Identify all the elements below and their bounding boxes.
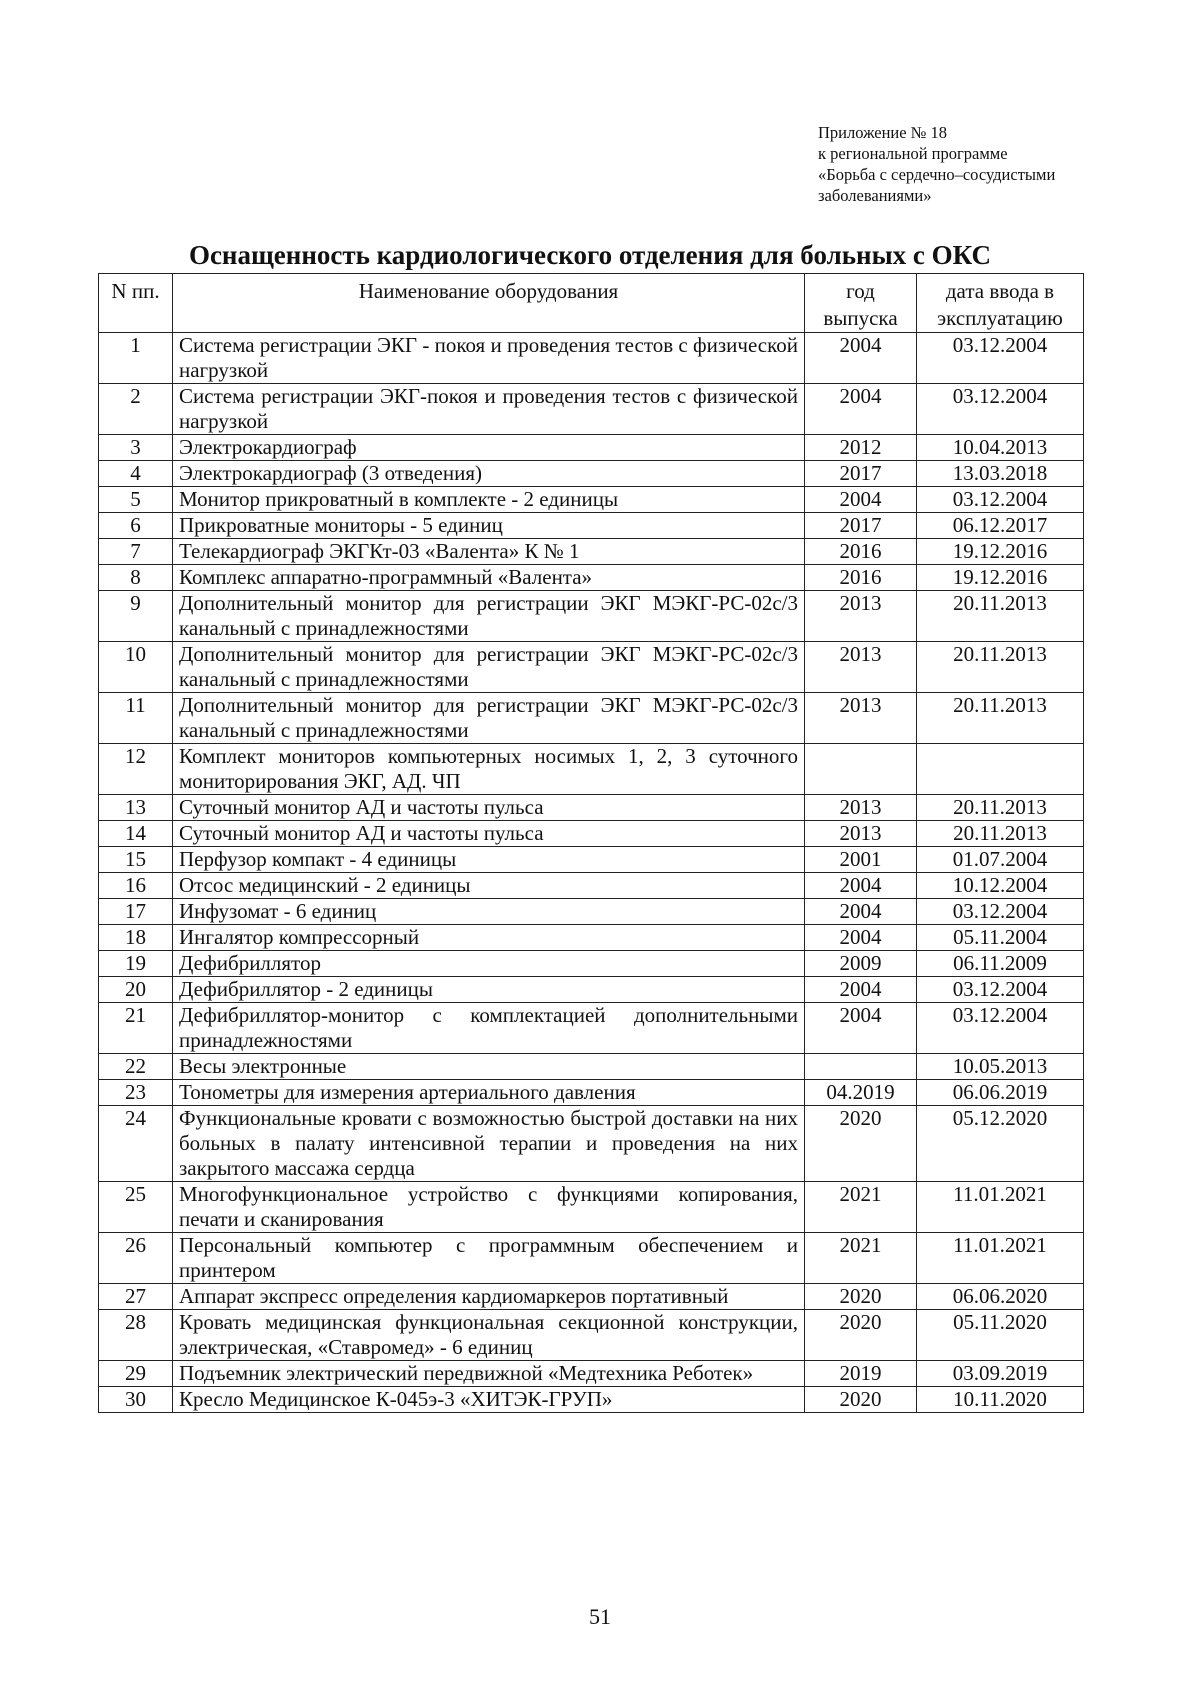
- cell-date: 05.11.2020: [917, 1310, 1084, 1361]
- cell-name: Монитор прикроватный в комплекте - 2 единицы: [173, 487, 805, 513]
- cell-year: 2020: [805, 1310, 917, 1361]
- cell-name: Функциональные кровати с возможностью быстрой доставки на них больных в палату интенсивной терапии и проведения на них закрытого массажа сердца: [173, 1106, 805, 1182]
- cell-num: 1: [99, 333, 173, 384]
- table-row: [99, 487, 1084, 513]
- cell-name: Тонометры для измерения артериального давления: [173, 1080, 805, 1106]
- header-year: год выпуска: [805, 274, 917, 333]
- cell-year: 2013: [805, 795, 917, 821]
- cell-num: 28: [99, 1310, 173, 1361]
- cell-num: 9: [99, 591, 173, 642]
- cell-date: 11.01.2021: [917, 1182, 1084, 1233]
- cell-date: 13.03.2018: [917, 461, 1084, 487]
- equipment-table: [98, 273, 1084, 1413]
- cell-year: 2013: [805, 693, 917, 744]
- cell-name: Кровать медицинская функциональная секционной конструкции, электрическая, «Ставромед» - 6 единиц: [173, 1310, 805, 1361]
- cell-date: 20.11.2013: [917, 591, 1084, 642]
- cell-year: 2013: [805, 642, 917, 693]
- cell-year: 2004: [805, 384, 917, 435]
- cell-name: Многофункциональное устройство с функциями копирования, печати и сканирования: [173, 1182, 805, 1233]
- cell-num: 13: [99, 795, 173, 821]
- cell-name: Дефибриллятор-монитор с комплектацией дополнительными принадлежностями: [173, 1003, 805, 1054]
- cell-name: Дефибриллятор - 2 единицы: [173, 977, 805, 1003]
- cell-num: 27: [99, 1284, 173, 1310]
- cell-num: 22: [99, 1054, 173, 1080]
- cell-name: Система регистрации ЭКГ-покоя и проведения тестов с физической нагрузкой: [173, 384, 805, 435]
- cell-num: 10: [99, 642, 173, 693]
- cell-year: 2017: [805, 461, 917, 487]
- cell-date: 03.12.2004: [917, 333, 1084, 384]
- table-row: [99, 1361, 1084, 1387]
- cell-name: Дополнительный монитор для регистрации ЭКГ МЭКГ-РС-02с/3 канальный с принадлежностями: [173, 642, 805, 693]
- header-num: N пп.: [99, 274, 173, 333]
- page-number: 51: [589, 1604, 611, 1629]
- table-row: [99, 539, 1084, 565]
- cell-year: 2009: [805, 951, 917, 977]
- cell-date: 20.11.2013: [917, 693, 1084, 744]
- cell-date: 01.07.2004: [917, 847, 1084, 873]
- table-row: [99, 1233, 1084, 1284]
- table-row: [99, 795, 1084, 821]
- cell-date: 20.11.2013: [917, 795, 1084, 821]
- header-date: дата ввода в эксплуатацию: [917, 274, 1084, 333]
- table-row: [99, 1387, 1084, 1413]
- table-row: [99, 977, 1084, 1003]
- table-row: [99, 899, 1084, 925]
- cell-date: 10.12.2004: [917, 873, 1084, 899]
- cell-num: 7: [99, 539, 173, 565]
- cell-date: 19.12.2016: [917, 539, 1084, 565]
- table-header-row: [99, 274, 1084, 333]
- cell-num: 2: [99, 384, 173, 435]
- cell-year: 2012: [805, 435, 917, 461]
- cell-num: 3: [99, 435, 173, 461]
- cell-num: 25: [99, 1182, 173, 1233]
- table-row: [99, 873, 1084, 899]
- cell-date: 06.06.2020: [917, 1284, 1084, 1310]
- cell-year: 2020: [805, 1284, 917, 1310]
- cell-name: Суточный монитор АД и частоты пульса: [173, 795, 805, 821]
- table-body: [99, 333, 1084, 1413]
- cell-name: Прикроватные мониторы - 5 единиц: [173, 513, 805, 539]
- cell-date: 03.12.2004: [917, 1003, 1084, 1054]
- cell-date: 20.11.2013: [917, 642, 1084, 693]
- cell-date: 20.11.2013: [917, 821, 1084, 847]
- cell-year: [805, 1054, 917, 1080]
- table-row: [99, 591, 1084, 642]
- cell-year: 2016: [805, 565, 917, 591]
- cell-year: 2004: [805, 873, 917, 899]
- cell-num: 4: [99, 461, 173, 487]
- cell-year: 2019: [805, 1361, 917, 1387]
- table-row: [99, 847, 1084, 873]
- cell-num: 17: [99, 899, 173, 925]
- cell-num: 21: [99, 1003, 173, 1054]
- cell-name: Отсос медицинский - 2 единицы: [173, 873, 805, 899]
- cell-date: 06.06.2019: [917, 1080, 1084, 1106]
- cell-date: 03.12.2004: [917, 899, 1084, 925]
- cell-year: 2001: [805, 847, 917, 873]
- cell-num: 29: [99, 1361, 173, 1387]
- cell-num: 15: [99, 847, 173, 873]
- table-row: [99, 951, 1084, 977]
- cell-name: Весы электронные: [173, 1054, 805, 1080]
- cell-name: Кресло Медицинское К-045э-3 «ХИТЭК-ГРУП»: [173, 1387, 805, 1413]
- cell-date: 03.09.2019: [917, 1361, 1084, 1387]
- table-row: [99, 333, 1084, 384]
- cell-num: 6: [99, 513, 173, 539]
- cell-date: 06.12.2017: [917, 513, 1084, 539]
- cell-num: 23: [99, 1080, 173, 1106]
- table-row: [99, 1054, 1084, 1080]
- cell-date: 03.12.2004: [917, 384, 1084, 435]
- cell-name: Электрокардиограф (3 отведения): [173, 461, 805, 487]
- cell-year: 2013: [805, 821, 917, 847]
- table-row: [99, 461, 1084, 487]
- table-row: [99, 821, 1084, 847]
- cell-date: 06.11.2009: [917, 951, 1084, 977]
- cell-num: 8: [99, 565, 173, 591]
- cell-date: 05.11.2004: [917, 925, 1084, 951]
- cell-year: 2020: [805, 1106, 917, 1182]
- header-name: Наименование оборудования: [173, 274, 805, 333]
- cell-num: 18: [99, 925, 173, 951]
- cell-num: 14: [99, 821, 173, 847]
- table-row: [99, 513, 1084, 539]
- cell-num: 30: [99, 1387, 173, 1413]
- table-row: [99, 1106, 1084, 1182]
- table-row: [99, 1080, 1084, 1106]
- cell-name: Электрокардиограф: [173, 435, 805, 461]
- table-row: [99, 1003, 1084, 1054]
- cell-num: 16: [99, 873, 173, 899]
- cell-num: 24: [99, 1106, 173, 1182]
- cell-year: 2021: [805, 1233, 917, 1284]
- table-row: [99, 435, 1084, 461]
- cell-year: 2021: [805, 1182, 917, 1233]
- annex-line: заболеваниями»: [818, 186, 932, 205]
- annex-note: [818, 122, 1055, 206]
- cell-name: Инфузомат - 6 единиц: [173, 899, 805, 925]
- cell-num: 5: [99, 487, 173, 513]
- cell-name: Ингалятор компрессорный: [173, 925, 805, 951]
- cell-year: 2004: [805, 487, 917, 513]
- table-row: [99, 693, 1084, 744]
- table-row: [99, 925, 1084, 951]
- cell-name: Комплект мониторов компьютерных носимых 1, 2, 3 суточного мониторирования ЭКГ, АД. ЧП: [173, 744, 805, 795]
- cell-date: 10.05.2013: [917, 1054, 1084, 1080]
- cell-name: Суточный монитор АД и частоты пульса: [173, 821, 805, 847]
- cell-year: [805, 744, 917, 795]
- annex-line: к региональной программе: [818, 144, 1008, 163]
- cell-date: 10.04.2013: [917, 435, 1084, 461]
- table-row: [99, 384, 1084, 435]
- cell-name: Подъемник электрический передвижной «Медтехника Реботек»: [173, 1361, 805, 1387]
- cell-date: 03.12.2004: [917, 487, 1084, 513]
- cell-name: Перфузор компакт - 4 единицы: [173, 847, 805, 873]
- annex-line: «Борьба с сердечно–сосудистыми: [818, 165, 1056, 184]
- cell-date: 19.12.2016: [917, 565, 1084, 591]
- cell-name: Дефибриллятор: [173, 951, 805, 977]
- cell-date: 10.11.2020: [917, 1387, 1084, 1413]
- cell-name: Комплекс аппаратно-программный «Валента»: [173, 565, 805, 591]
- table-row: [99, 1284, 1084, 1310]
- cell-year: 2004: [805, 1003, 917, 1054]
- table-row: [99, 1182, 1084, 1233]
- cell-date: 03.12.2004: [917, 977, 1084, 1003]
- cell-name: Система регистрации ЭКГ - покоя и проведения тестов с физической нагрузкой: [173, 333, 805, 384]
- cell-date: 11.01.2021: [917, 1233, 1084, 1284]
- cell-name: Дополнительный монитор для регистрации ЭКГ МЭКГ-РС-02с/3 канальный с принадлежностями: [173, 693, 805, 744]
- cell-num: 12: [99, 744, 173, 795]
- table-row: [99, 1310, 1084, 1361]
- cell-year: 2017: [805, 513, 917, 539]
- cell-year: 2020: [805, 1387, 917, 1413]
- cell-date: [917, 744, 1084, 795]
- annex-line: Приложение № 18: [818, 123, 948, 142]
- cell-year: 2004: [805, 899, 917, 925]
- cell-year: 2004: [805, 977, 917, 1003]
- cell-year: 2004: [805, 925, 917, 951]
- document-title: Оснащенность кардиологического отделения для больных с ОКС: [188, 240, 992, 270]
- cell-name: Телекардиограф ЭКГКт-03 «Валента» К № 1: [173, 539, 805, 565]
- table-row: [99, 642, 1084, 693]
- cell-name: Персональный компьютер с программным обеспечением и принтером: [173, 1233, 805, 1284]
- cell-num: 11: [99, 693, 173, 744]
- cell-num: 19: [99, 951, 173, 977]
- cell-year: 04.2019: [805, 1080, 917, 1106]
- cell-year: 2013: [805, 591, 917, 642]
- cell-num: 26: [99, 1233, 173, 1284]
- cell-name: Аппарат экспресс определения кардиомаркеров портативный: [173, 1284, 805, 1310]
- cell-num: 20: [99, 977, 173, 1003]
- cell-date: 05.12.2020: [917, 1106, 1084, 1182]
- cell-year: 2016: [805, 539, 917, 565]
- cell-name: Дополнительный монитор для регистрации ЭКГ МЭКГ-РС-02с/3 канальный с принадлежностями: [173, 591, 805, 642]
- cell-year: 2004: [805, 333, 917, 384]
- table-row: [99, 565, 1084, 591]
- table-row: [99, 744, 1084, 795]
